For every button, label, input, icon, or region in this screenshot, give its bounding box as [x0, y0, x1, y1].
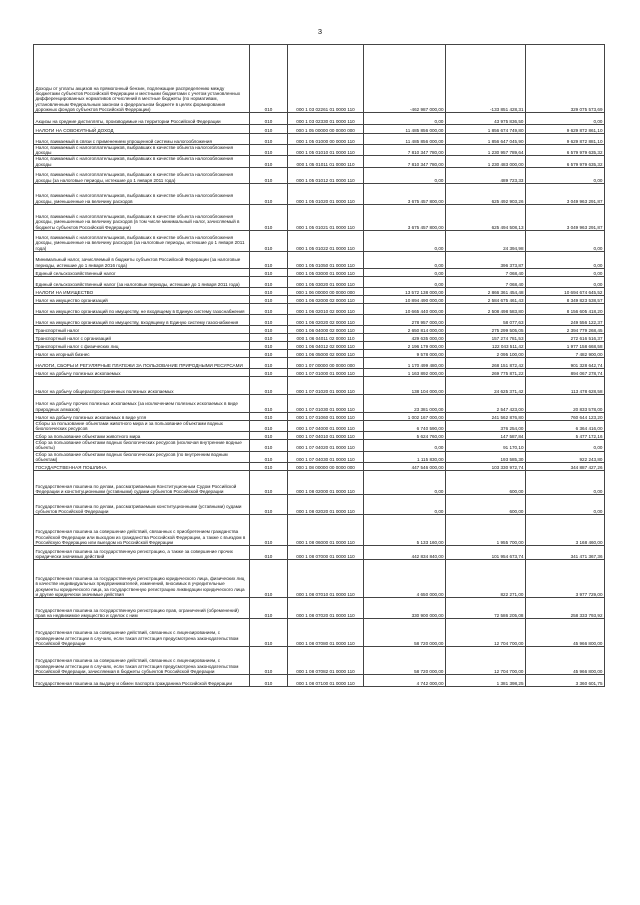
row-code-cell: 010: [250, 412, 288, 420]
row-name-cell: Единый сельскохозяйственный налог: [34, 268, 250, 276]
row-executed-amount-cell: 1 856 674 749,80: [446, 125, 526, 134]
row-code-cell: 010: [250, 314, 288, 325]
row-remaining-amount-cell: 9 629 872 861,10: [526, 125, 605, 134]
row-executed-amount-cell: 24 625 371,42: [446, 376, 526, 394]
row-approved-amount-cell: 447 546 000,00: [364, 463, 446, 471]
table-row: [34, 463, 605, 471]
row-remaining-amount-cell: 0,00: [526, 230, 605, 251]
row-kbk-cell: 000 1 07 01000 01 0000 110: [288, 368, 364, 376]
row-name-cell: НАЛОГИ НА СОВОКУПНЫЙ ДОХОД: [34, 125, 250, 134]
row-code-cell: 010: [250, 183, 288, 204]
row-code-cell: 010: [250, 113, 288, 125]
row-kbk-cell: 000 1 03 02330 01 0000 110: [288, 113, 364, 125]
row-code-cell: 010: [250, 268, 288, 276]
row-approved-amount-cell: 2 650 814 000,00: [364, 325, 446, 333]
row-approved-amount-cell: 442 834 840,00: [364, 546, 446, 560]
row-code-cell: 010: [250, 515, 288, 546]
row-approved-amount-cell: 9 578 000,00: [364, 349, 446, 357]
row-approved-amount-cell: 11 485 856 000,00: [364, 125, 446, 134]
row-executed-amount-cell: 2 547 423,00: [446, 394, 526, 412]
row-executed-amount-cell: 2 095 100,00: [446, 349, 526, 357]
row-executed-amount-cell: 1 230 483 000,00: [446, 156, 526, 167]
row-name-cell: Государственная пошлина за совершение действий, связанных с лицензированием, с проведением аттестации в случаях, если такая аттестация предусмотрена законодательством Российской Федерации, зачисляемая в бюджеты субъектов Российской Федерации: [34, 647, 250, 675]
row-remaining-amount-cell: 6 579 979 635,32: [526, 145, 605, 156]
row-remaining-amount-cell: 20 833 578,00: [526, 394, 605, 412]
row-code-cell: 010: [250, 125, 288, 134]
row-name-cell: Налог на игорный бизнес: [34, 349, 250, 357]
row-code-cell: 010: [250, 560, 288, 598]
table-row: [34, 560, 605, 598]
row-executed-amount-cell: 1 856 647 045,90: [446, 134, 526, 145]
row-name-cell: НАЛОГИ, СБОРЫ И РЕГУЛЯРНЫЕ ПЛАТЕЖИ ЗА ПОЛЬЗОВАНИЕ ПРИРОДНЫМИ РЕСУРСАМИ: [34, 357, 250, 368]
row-remaining-amount-cell: 344 887 427,26: [526, 463, 605, 471]
row-code-cell: 010: [250, 251, 288, 268]
row-remaining-amount-cell: 272 616 516,37: [526, 333, 605, 341]
row-executed-amount-cell: 489 723,33: [446, 167, 526, 183]
row-executed-amount-cell: 1 955 700,00: [446, 515, 526, 546]
row-name-cell: Государственная пошлина за выдачу и обмен паспорта гражданина Российской Федерации: [34, 675, 250, 687]
row-approved-amount-cell: 0,00: [364, 495, 446, 515]
row-approved-amount-cell: 58 720 000,00: [364, 619, 446, 647]
row-code-cell: 010: [250, 341, 288, 349]
table-row: [34, 619, 605, 647]
table-row: [34, 276, 605, 287]
row-executed-amount-cell: 2 584 675 461,43: [446, 295, 526, 303]
row-code-cell: 010: [250, 394, 288, 412]
row-remaining-amount-cell: 8 156 605 418,20: [526, 303, 605, 314]
row-remaining-amount-cell: 10 694 674 645,52: [526, 287, 605, 295]
row-remaining-amount-cell: 922 243,80: [526, 451, 605, 462]
row-kbk-cell: 000 1 08 02000 01 0000 110: [288, 471, 364, 495]
row-executed-amount-cell: -133 851 428,31: [446, 45, 526, 113]
row-name-cell: Доходы от уплаты акцизов на прямогонный бензин, подлежащие распределению между бюджетами субъектов Российской Федерации и местными бюджетами с учетом установленных дифференцированных нормативов отчислений в местные бюджеты (по нормативам, установленным Федеральным законом о федеральном бюджете в целях формирования дорожных фондов субъектов Российской Федерации): [34, 45, 250, 113]
row-name-cell: Единый сельскохозяйственный налог (за налоговые периоды, истекшие до 1 января 2011 года): [34, 276, 250, 287]
table-row: [34, 451, 605, 462]
row-kbk-cell: 000 1 05 01012 01 0000 110: [288, 167, 364, 183]
row-kbk-cell: 000 1 07 04010 01 0000 110: [288, 432, 364, 440]
row-remaining-amount-cell: 0,00: [526, 167, 605, 183]
row-code-cell: 010: [250, 546, 288, 560]
row-name-cell: Транспортный налог с организаций: [34, 333, 250, 341]
row-executed-amount-cell: 122 043 511,42: [446, 341, 526, 349]
row-remaining-amount-cell: 9 629 872 881,10: [526, 134, 605, 145]
table-row: [34, 125, 605, 134]
row-executed-amount-cell: 147 587,84: [446, 432, 526, 440]
row-remaining-amount-cell: 0,00: [526, 495, 605, 515]
row-name-cell: Налог на добычу прочих полезных ископаемых (за исключением полезных ископаемых в виде природных алмазов): [34, 394, 250, 412]
row-kbk-cell: 000 1 05 01021 01 0000 110: [288, 204, 364, 230]
row-executed-amount-cell: 91 170,10: [446, 440, 526, 451]
table-row: [34, 420, 605, 431]
row-approved-amount-cell: 0,00: [364, 167, 446, 183]
row-kbk-cell: 000 1 06 02020 02 0000 110: [288, 314, 364, 325]
table-row: [34, 349, 605, 357]
row-name-cell: Налог, взимаемый с налогоплательщиков, выбравших в качестве объекта налогообложения доходы: [34, 145, 250, 156]
row-remaining-amount-cell: 0,00: [526, 251, 605, 268]
row-kbk-cell: 000 1 05 01020 01 0000 110: [288, 183, 364, 204]
table-row: [34, 647, 605, 675]
row-executed-amount-cell: 822 271,00: [446, 560, 526, 598]
row-remaining-amount-cell: 3 168 460,00: [526, 515, 605, 546]
row-code-cell: 010: [250, 145, 288, 156]
row-remaining-amount-cell: 901 328 642,74: [526, 357, 605, 368]
row-kbk-cell: 000 1 07 01060 01 0000 110: [288, 412, 364, 420]
row-kbk-cell: 000 1 08 07000 01 0000 110: [288, 546, 364, 560]
row-executed-amount-cell: 43 975 836,50: [446, 113, 526, 125]
table-row: [34, 598, 605, 619]
row-kbk-cell: 000 1 05 01022 01 0000 110: [288, 230, 364, 251]
row-name-cell: Государственная пошлина за совершение действий, связанных с лицензированием, с проведением аттестации в случаях, если такая аттестация предусмотрена законодательством Российской Федерации: [34, 619, 250, 647]
row-name-cell: Налог, взимаемый с налогоплательщиков, выбравших в качестве объекта налогообложения доходы, уменьшенные на величину расходов (за налоговые периоды, истекшие до 1 января 2011 года): [34, 230, 250, 251]
row-name-cell: Государственная пошлина за государственную регистрацию, а также за совершение прочих юридически значимых действий: [34, 546, 250, 560]
row-kbk-cell: 000 1 05 01050 01 0000 110: [288, 251, 364, 268]
row-remaining-amount-cell: 3 049 963 291,87: [526, 204, 605, 230]
table-row: [34, 412, 605, 420]
row-remaining-amount-cell: 0,00: [526, 440, 605, 451]
row-code-cell: 010: [250, 287, 288, 295]
row-code-cell: 010: [250, 349, 288, 357]
table-row: [34, 167, 605, 183]
row-kbk-cell: 000 1 07 04030 01 0000 110: [288, 451, 364, 462]
row-name-cell: Налог, взимаемый в связи с применением упрощенной системы налогообложения: [34, 134, 250, 145]
row-approved-amount-cell: 10 894 490 000,00: [364, 295, 446, 303]
row-kbk-cell: 000 1 06 02010 02 0000 110: [288, 303, 364, 314]
row-remaining-amount-cell: 6 364 416,00: [526, 420, 605, 431]
row-kbk-cell: 000 1 05 03020 01 0000 110: [288, 276, 364, 287]
row-code-cell: 010: [250, 333, 288, 341]
table-row: [34, 268, 605, 276]
row-code-cell: 010: [250, 230, 288, 251]
row-code-cell: 010: [250, 45, 288, 113]
row-executed-amount-cell: 103 330 972,74: [446, 463, 526, 471]
row-remaining-amount-cell: 1 977 158 668,58: [526, 341, 605, 349]
row-approved-amount-cell: 429 635 000,00: [364, 333, 446, 341]
row-name-cell: Акцизы на средние дистилляты, производимые на территории Российской Федерации: [34, 113, 250, 125]
row-name-cell: Налог на имущество организаций по имуществу, не входящему в Единую систему газоснабжения: [34, 303, 250, 314]
table-row: [34, 675, 605, 687]
row-code-cell: 010: [250, 204, 288, 230]
row-executed-amount-cell: 12 704 700,00: [446, 647, 526, 675]
row-kbk-cell: 000 1 08 07100 01 0000 110: [288, 675, 364, 687]
row-approved-amount-cell: 138 104 000,00: [364, 376, 446, 394]
row-kbk-cell: 000 1 08 06000 01 0000 110: [288, 515, 364, 546]
report-table-body: [34, 45, 605, 687]
row-code-cell: 010: [250, 598, 288, 619]
table-row: [34, 230, 605, 251]
row-approved-amount-cell: 2 196 179 000,00: [364, 341, 446, 349]
row-kbk-cell: 000 1 06 04012 02 0000 110: [288, 341, 364, 349]
row-executed-amount-cell: 241 562 876,80: [446, 412, 526, 420]
row-remaining-amount-cell: 0,00: [526, 471, 605, 495]
row-code-cell: 010: [250, 295, 288, 303]
row-name-cell: ГОСУДАРСТВЕННАЯ ПОШЛИНА: [34, 463, 250, 471]
row-kbk-cell: 000 1 06 00000 00 0000 000: [288, 287, 364, 295]
row-name-cell: Налог, взимаемый с налогоплательщиков, выбравших в качестве объекта налогообложения доходы: [34, 156, 250, 167]
row-kbk-cell: 000 1 08 00000 00 0000 000: [288, 463, 364, 471]
row-code-cell: 010: [250, 325, 288, 333]
row-name-cell: Государственная пошлина по делам, рассматриваемым конституционными (уставными) судами субъектов Российской Федерации: [34, 495, 250, 515]
row-kbk-cell: 000 1 08 07020 01 0000 110: [288, 598, 364, 619]
row-remaining-amount-cell: 341 471 367,36: [526, 546, 605, 560]
row-executed-amount-cell: 376 254,00: [446, 420, 526, 431]
row-code-cell: 010: [250, 675, 288, 687]
row-kbk-cell: 000 1 05 00000 00 0000 000: [288, 125, 364, 134]
table-row: [34, 432, 605, 440]
row-code-cell: 010: [250, 432, 288, 440]
row-kbk-cell: 000 1 07 04020 01 0000 110: [288, 440, 364, 451]
table-row: [34, 156, 605, 167]
row-code-cell: 010: [250, 167, 288, 183]
row-name-cell: Сбор за пользование объектами водных биологических ресурсов (по внутренним водным объектам): [34, 451, 250, 462]
row-executed-amount-cell: 7 068,40: [446, 276, 526, 287]
row-approved-amount-cell: 0,00: [364, 268, 446, 276]
row-kbk-cell: 000 1 05 01010 01 0000 110: [288, 145, 364, 156]
row-code-cell: 010: [250, 156, 288, 167]
budget-report-table: [33, 44, 605, 687]
table-row: [34, 333, 605, 341]
row-remaining-amount-cell: 249 556 122,37: [526, 314, 605, 325]
row-approved-amount-cell: 1 002 167 000,00: [364, 412, 446, 420]
row-executed-amount-cell: 600,00: [446, 495, 526, 515]
row-approved-amount-cell: 0,00: [364, 471, 446, 495]
table-row: [34, 394, 605, 412]
row-kbk-cell: 000 1 08 02020 01 0000 110: [288, 495, 364, 515]
row-remaining-amount-cell: 45 966 800,00: [526, 647, 605, 675]
row-executed-amount-cell: 12 704 700,00: [446, 619, 526, 647]
row-executed-amount-cell: 72 586 205,08: [446, 598, 526, 619]
row-approved-amount-cell: 0,00: [364, 230, 446, 251]
row-name-cell: Государственная пошлина за государственную регистрацию юридического лица, физических лиц в качестве индивидуальных предпринимателей, изменений, вносимых в учредительные документы юридического лица, за государственную регистрацию ликвидации юридического лица и другие юридически значимые действия: [34, 560, 250, 598]
row-executed-amount-cell: 625 494 508,13: [446, 204, 526, 230]
row-remaining-amount-cell: 0,00: [526, 268, 605, 276]
page-number: 3: [317, 27, 323, 36]
row-approved-amount-cell: 0,00: [364, 440, 446, 451]
row-kbk-cell: 000 1 06 02000 02 0000 110: [288, 295, 364, 303]
row-executed-amount-cell: 101 954 673,74: [446, 546, 526, 560]
row-name-cell: Налог на имущество организаций по имуществу, входящему в Единую систему газоснабжения: [34, 314, 250, 325]
table-row: [34, 251, 605, 268]
row-remaining-amount-cell: 0,00: [526, 276, 605, 287]
table-row: [34, 368, 605, 376]
table-row: [34, 515, 605, 546]
row-remaining-amount-cell: 113 478 628,58: [526, 376, 605, 394]
row-approved-amount-cell: 278 957 000,00: [364, 314, 446, 325]
row-remaining-amount-cell: 45 966 800,00: [526, 619, 605, 647]
table-row: [34, 376, 605, 394]
row-approved-amount-cell: 23 381 000,00: [364, 394, 446, 412]
row-approved-amount-cell: 3 675 457 800,00: [364, 183, 446, 204]
row-remaining-amount-cell: 894 067 278,74: [526, 368, 605, 376]
row-code-cell: 010: [250, 495, 288, 515]
row-code-cell: 010: [250, 463, 288, 471]
table-row: [34, 341, 605, 349]
row-approved-amount-cell: 330 900 000,00: [364, 598, 446, 619]
row-remaining-amount-cell: 0,00: [526, 113, 605, 125]
row-executed-amount-cell: 7 068,40: [446, 268, 526, 276]
row-name-cell: Государственная пошлина по делам, рассматриваемым Конституционным Судом Российской Федерации и конституционными (уставными) судами субъектов Российской Федерации: [34, 471, 250, 495]
row-approved-amount-cell: 1 170 499 480,00: [364, 357, 446, 368]
row-code-cell: 010: [250, 440, 288, 451]
table-row: [34, 314, 605, 325]
row-name-cell: Транспортный налог с физических лиц: [34, 341, 250, 349]
table-row: [34, 495, 605, 515]
row-remaining-amount-cell: 7 482 900,00: [526, 349, 605, 357]
row-kbk-cell: 000 1 06 04000 02 0000 110: [288, 325, 364, 333]
row-approved-amount-cell: 4 650 000,00: [364, 560, 446, 598]
row-name-cell: Транспортный налог: [34, 325, 250, 333]
row-remaining-amount-cell: 329 075 573,69: [526, 45, 605, 113]
row-remaining-amount-cell: 3 977 729,00: [526, 560, 605, 598]
table-row: [34, 546, 605, 560]
row-name-cell: Сбор за пользование объектами животного мира: [34, 432, 250, 440]
row-executed-amount-cell: 1 230 957 789,64: [446, 145, 526, 156]
row-executed-amount-cell: 625 492 903,26: [446, 183, 526, 204]
row-name-cell: Сборы за пользование объектами животного мира и за пользование объектами водных биологических ресурсов: [34, 420, 250, 431]
row-executed-amount-cell: 600,00: [446, 471, 526, 495]
table-row: [34, 440, 605, 451]
row-remaining-amount-cell: 258 333 793,92: [526, 598, 605, 619]
row-name-cell: Сбор за пользование объектами водных биологических ресурсов (исключая внутренние водные объекты): [34, 440, 250, 451]
row-approved-amount-cell: 3 675 457 800,00: [364, 204, 446, 230]
row-kbk-cell: 000 1 08 07080 01 0000 110: [288, 619, 364, 647]
row-kbk-cell: 000 1 05 01011 01 0000 110: [288, 156, 364, 167]
row-approved-amount-cell: 7 810 347 780,00: [364, 145, 446, 156]
table-row: [34, 204, 605, 230]
row-name-cell: Налог на имущество организаций: [34, 295, 250, 303]
row-approved-amount-cell: 4 742 000,00: [364, 675, 446, 687]
row-code-cell: 010: [250, 451, 288, 462]
row-executed-amount-cell: 269 775 871,22: [446, 368, 526, 376]
row-remaining-amount-cell: 8 349 823 538,57: [526, 295, 605, 303]
row-code-cell: 010: [250, 471, 288, 495]
table-row: [34, 134, 605, 145]
row-executed-amount-cell: 157 274 781,53: [446, 333, 526, 341]
row-approved-amount-cell: 10 665 440 000,00: [364, 303, 446, 314]
row-kbk-cell: 000 1 05 03000 01 0000 110: [288, 268, 364, 276]
table-row: [34, 45, 605, 113]
table-row: [34, 113, 605, 125]
row-approved-amount-cell: 5 133 160,00: [364, 515, 446, 546]
row-executed-amount-cell: 58 077,63: [446, 314, 526, 325]
row-code-cell: 010: [250, 619, 288, 647]
row-approved-amount-cell: 7 810 347 780,00: [364, 156, 446, 167]
row-name-cell: Налог, взимаемый с налогоплательщиков, выбравших в качестве объекта налогообложения доходы, уменьшенные на величину расходов: [34, 183, 250, 204]
row-code-cell: 010: [250, 276, 288, 287]
row-kbk-cell: 000 1 07 04000 01 0000 110: [288, 420, 364, 431]
row-name-cell: Налог на добычу полезных ископаемых в виде угля: [34, 412, 250, 420]
row-executed-amount-cell: 2 866 361 454,48: [446, 287, 526, 295]
row-name-cell: Налог на добычу общераспространенных полезных ископаемых: [34, 376, 250, 394]
row-name-cell: Государственная пошлина за совершение действий, связанных с приобретением гражданства Российской Федерации или выходом из гражданства Российской Федерации, а также с въездом в Российскую Федерацию или выездом из Российской Федерации: [34, 515, 250, 546]
row-executed-amount-cell: 275 299 505,05: [446, 325, 526, 333]
row-code-cell: 010: [250, 303, 288, 314]
row-approved-amount-cell: 6 740 590,00: [364, 420, 446, 431]
row-code-cell: 010: [250, 134, 288, 145]
row-remaining-amount-cell: 3 049 963 291,87: [526, 183, 605, 204]
row-code-cell: 010: [250, 368, 288, 376]
row-executed-amount-cell: 268 151 872,42: [446, 357, 526, 368]
row-remaining-amount-cell: 760 644 123,20: [526, 412, 605, 420]
row-executed-amount-cell: 24 394,98: [446, 230, 526, 251]
row-approved-amount-cell: -462 987 000,00: [364, 45, 446, 113]
row-name-cell: Налог на добычу полезных ископаемых: [34, 368, 250, 376]
row-kbk-cell: 000 1 07 01020 01 0000 110: [288, 376, 364, 394]
row-name-cell: Государственная пошлина за государственную регистрацию прав, ограничений (обременений) прав на недвижимое имущество и сделок с ним: [34, 598, 250, 619]
row-approved-amount-cell: 1 115 830,00: [364, 451, 446, 462]
row-approved-amount-cell: 11 485 856 000,00: [364, 134, 446, 145]
row-kbk-cell: 000 1 07 00000 00 0000 000: [288, 357, 364, 368]
table-row: [34, 303, 605, 314]
row-remaining-amount-cell: 6 579 979 635,32: [526, 156, 605, 167]
row-remaining-amount-cell: 5 477 172,16: [526, 432, 605, 440]
row-name-cell: Минимальный налог, зачисляемый в бюджеты субъектов Российской Федерации (за налоговые периоды, истекшие до 1 января 2016 года): [34, 251, 250, 268]
row-code-cell: 010: [250, 647, 288, 675]
row-approved-amount-cell: 1 163 892 000,00: [364, 368, 446, 376]
row-executed-amount-cell: 2 508 498 583,80: [446, 303, 526, 314]
table-row: [34, 471, 605, 495]
row-approved-amount-cell: 0,00: [364, 251, 446, 268]
table-row: [34, 295, 605, 303]
row-name-cell: Налог, взимаемый с налогоплательщиков, выбравших в качестве объекта налогообложения доходы (за налоговые периоды, истекшие до 1 января 2011 года): [34, 167, 250, 183]
row-kbk-cell: 000 1 08 07082 01 0000 110: [288, 647, 364, 675]
row-code-cell: 010: [250, 420, 288, 431]
row-approved-amount-cell: 5 624 760,00: [364, 432, 446, 440]
table-row: [34, 145, 605, 156]
row-approved-amount-cell: 58 720 000,00: [364, 647, 446, 675]
table-row: [34, 325, 605, 333]
row-kbk-cell: 000 1 08 07010 01 0000 110: [288, 560, 364, 598]
row-kbk-cell: 000 1 05 01000 00 0000 110: [288, 134, 364, 145]
row-code-cell: 010: [250, 357, 288, 368]
row-kbk-cell: 000 1 06 04011 02 0000 110: [288, 333, 364, 341]
row-name-cell: НАЛОГИ НА ИМУЩЕСТВО: [34, 287, 250, 295]
table-row: [34, 357, 605, 368]
row-approved-amount-cell: 13 572 138 000,00: [364, 287, 446, 295]
row-kbk-cell: 000 1 03 02261 01 0000 110: [288, 45, 364, 113]
row-executed-amount-cell: 1 381 398,25: [446, 675, 526, 687]
row-kbk-cell: 000 1 07 01030 01 0000 110: [288, 394, 364, 412]
row-executed-amount-cell: 396 373,87: [446, 251, 526, 268]
row-name-cell: Налог, взимаемый с налогоплательщиков, выбравших в качестве объекта налогообложения доходы, уменьшенные на величину расходов (в том числе минимальный налог, зачисляемый в бюджеты субъектов Российской Федерации): [34, 204, 250, 230]
table-row: [34, 183, 605, 204]
row-kbk-cell: 000 1 06 05000 02 0000 110: [288, 349, 364, 357]
row-code-cell: 010: [250, 376, 288, 394]
row-remaining-amount-cell: 2 394 779 268,45: [526, 325, 605, 333]
row-executed-amount-cell: 193 585,30: [446, 451, 526, 462]
row-approved-amount-cell: 0,00: [364, 276, 446, 287]
table-row: [34, 287, 605, 295]
row-approved-amount-cell: 0,00: [364, 113, 446, 125]
row-remaining-amount-cell: 3 360 601,75: [526, 675, 605, 687]
